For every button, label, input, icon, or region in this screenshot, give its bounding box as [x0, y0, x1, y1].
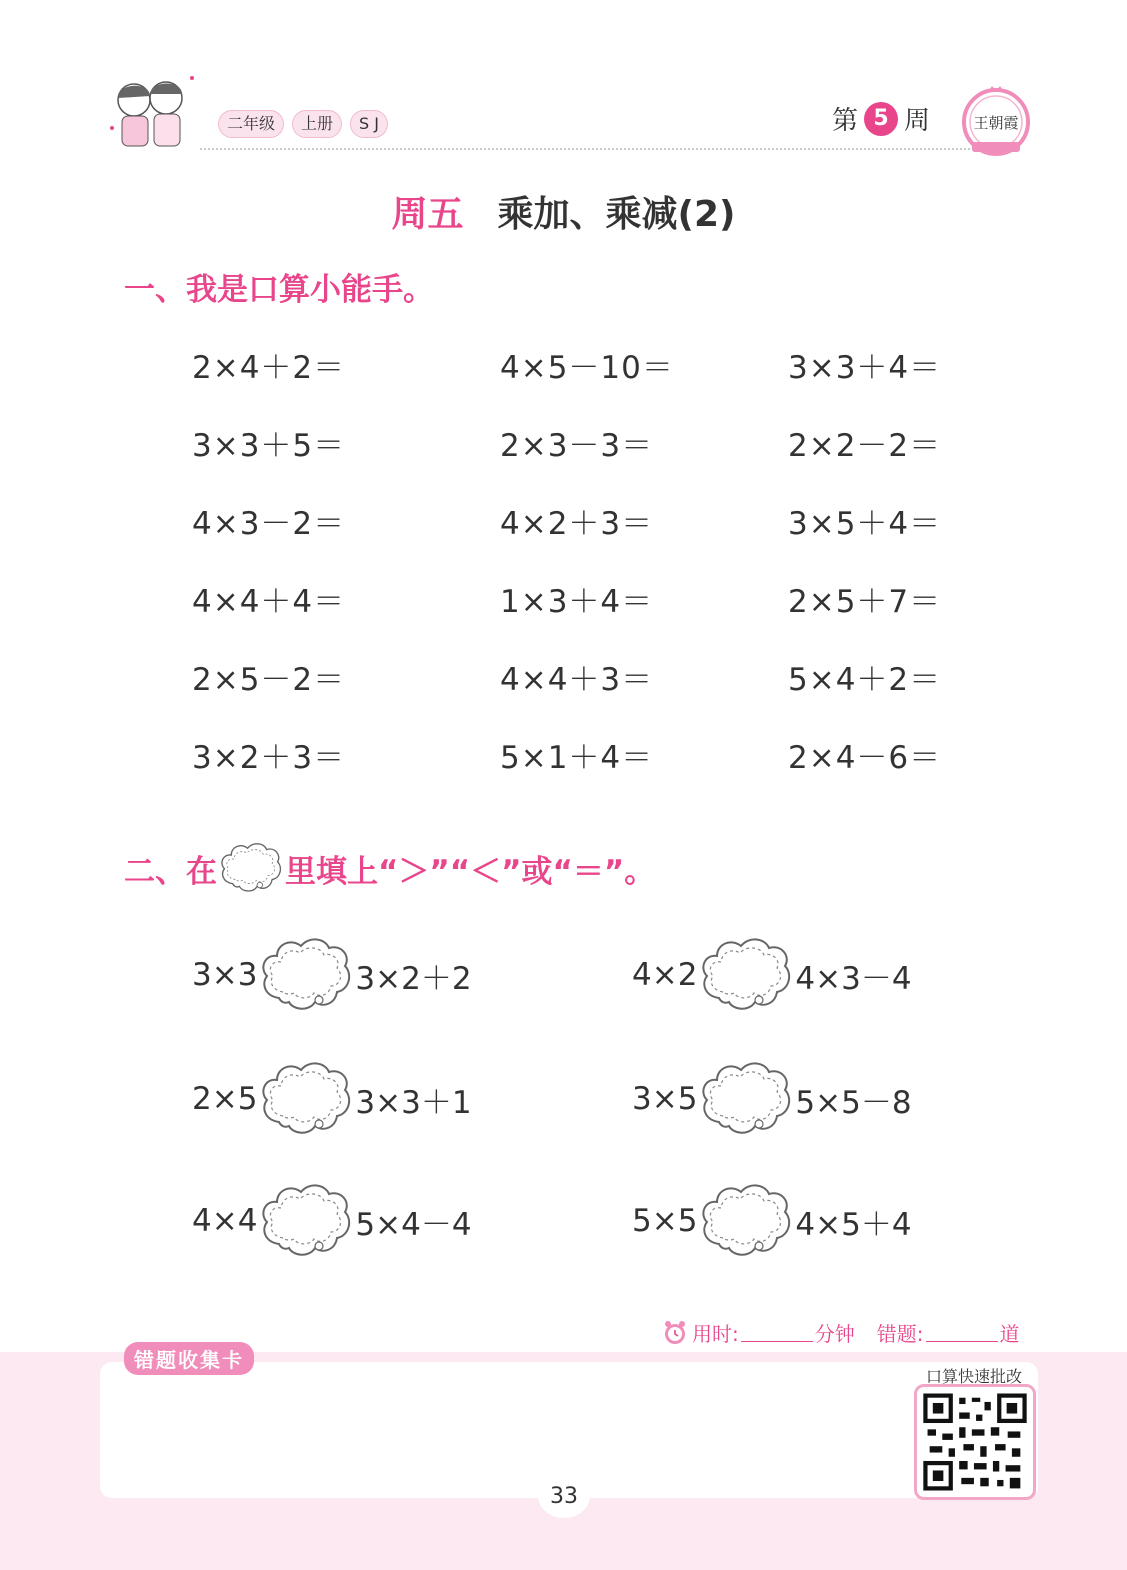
qr-label: 口算快速批改: [926, 1367, 1023, 1386]
problem-2-1: 3×3＋5＝: [192, 428, 346, 464]
week-number-badge: 5: [864, 102, 898, 136]
alarm-clock-icon: [662, 1320, 688, 1346]
errors-label: 错题:: [876, 1322, 924, 1346]
section1-heading: 一、我是口算小能手。: [124, 272, 434, 308]
problem-1-1: 2×4＋2＝: [192, 350, 346, 386]
problem-4-2: 1×3＋4＝: [500, 584, 654, 620]
timing-row: [662, 1318, 1020, 1347]
section2-heading: [124, 840, 655, 896]
error-card-label: 错题收集卡: [124, 1342, 254, 1375]
section2-heading-after: 里填上“＞”“＜”或“＝”。: [285, 853, 656, 890]
comparison-right: 3×3＋1: [355, 1084, 472, 1121]
errors-unit: 道: [999, 1322, 1020, 1346]
comparison-left: 4×4: [192, 1203, 258, 1239]
comparison-2: [632, 934, 912, 1016]
grade-tags: [218, 110, 388, 138]
edition-tag: S J: [350, 110, 388, 138]
comparison-left: 4×2: [632, 957, 698, 993]
problem-6-2: 5×1＋4＝: [500, 740, 654, 776]
problem-1-3: 3×3＋4＝: [788, 350, 942, 386]
cloud-box-icon: [219, 840, 283, 896]
title-day: 周五: [391, 194, 464, 235]
qr-code-icon[interactable]: [914, 1384, 1036, 1500]
problem-4-3: 2×5＋7＝: [788, 584, 942, 620]
time-unit: 分钟: [814, 1322, 855, 1346]
comparison-left: 3×3: [192, 957, 258, 993]
comparison-6: [632, 1180, 912, 1262]
time-blank[interactable]: [741, 1323, 813, 1342]
volume-tag: 上册: [292, 110, 342, 138]
answer-cloud-box[interactable]: [699, 1058, 793, 1140]
problem-5-1: 2×5－2＝: [192, 662, 346, 698]
problem-1-2: 4×5－10＝: [500, 350, 674, 386]
comparison-right: 5×4－4: [355, 1206, 472, 1243]
comparison-left: 5×5: [632, 1203, 698, 1239]
children-illustration: [104, 70, 204, 154]
grade-tag: 二年级: [218, 110, 284, 138]
week-suffix: 周: [904, 106, 931, 136]
comparison-4: [632, 1058, 912, 1140]
problem-5-3: 5×4＋2＝: [788, 662, 942, 698]
problem-4-1: 4×4＋4＝: [192, 584, 346, 620]
week-prefix: 第: [832, 106, 859, 136]
comparison-right: 4×5＋4: [795, 1206, 912, 1243]
section2-heading-before: 二、在: [124, 853, 217, 890]
answer-cloud-box[interactable]: [259, 1058, 353, 1140]
answer-cloud-box[interactable]: [699, 934, 793, 1016]
logo-text: 王朝霞: [973, 114, 1019, 132]
problem-6-1: 3×2＋3＝: [192, 740, 346, 776]
comparison-left: 2×5: [192, 1081, 258, 1117]
answer-cloud-box[interactable]: [259, 934, 353, 1016]
problem-2-2: 2×3－3＝: [500, 428, 654, 464]
problem-2-3: 2×2－2＝: [788, 428, 942, 464]
comparison-5: [192, 1180, 472, 1262]
problem-3-2: 4×2＋3＝: [500, 506, 654, 542]
errors-blank[interactable]: [926, 1323, 998, 1342]
problem-6-3: 2×4－6＝: [788, 740, 942, 776]
comparison-right: 5×5－8: [795, 1084, 912, 1121]
problem-3-1: 4×3－2＝: [192, 506, 346, 542]
time-label: 用时:: [692, 1322, 739, 1346]
brand-logo: [958, 82, 1034, 158]
answer-cloud-box[interactable]: [259, 1180, 353, 1262]
title-topic: 乘加、乘减(2): [497, 194, 736, 235]
comparison-left: 3×5: [632, 1081, 698, 1117]
problem-3-3: 3×5＋4＝: [788, 506, 942, 542]
comparison-right: 4×3－4: [795, 960, 912, 997]
page-number: 33: [538, 1474, 590, 1518]
week-indicator: [832, 100, 930, 137]
comparison-3: [192, 1058, 472, 1140]
answer-cloud-box[interactable]: [699, 1180, 793, 1262]
comparison-right: 3×2＋2: [355, 960, 472, 997]
page-title: [0, 186, 1127, 237]
comparison-1: [192, 934, 472, 1016]
problem-5-2: 4×4＋3＝: [500, 662, 654, 698]
header-divider: [200, 148, 970, 150]
